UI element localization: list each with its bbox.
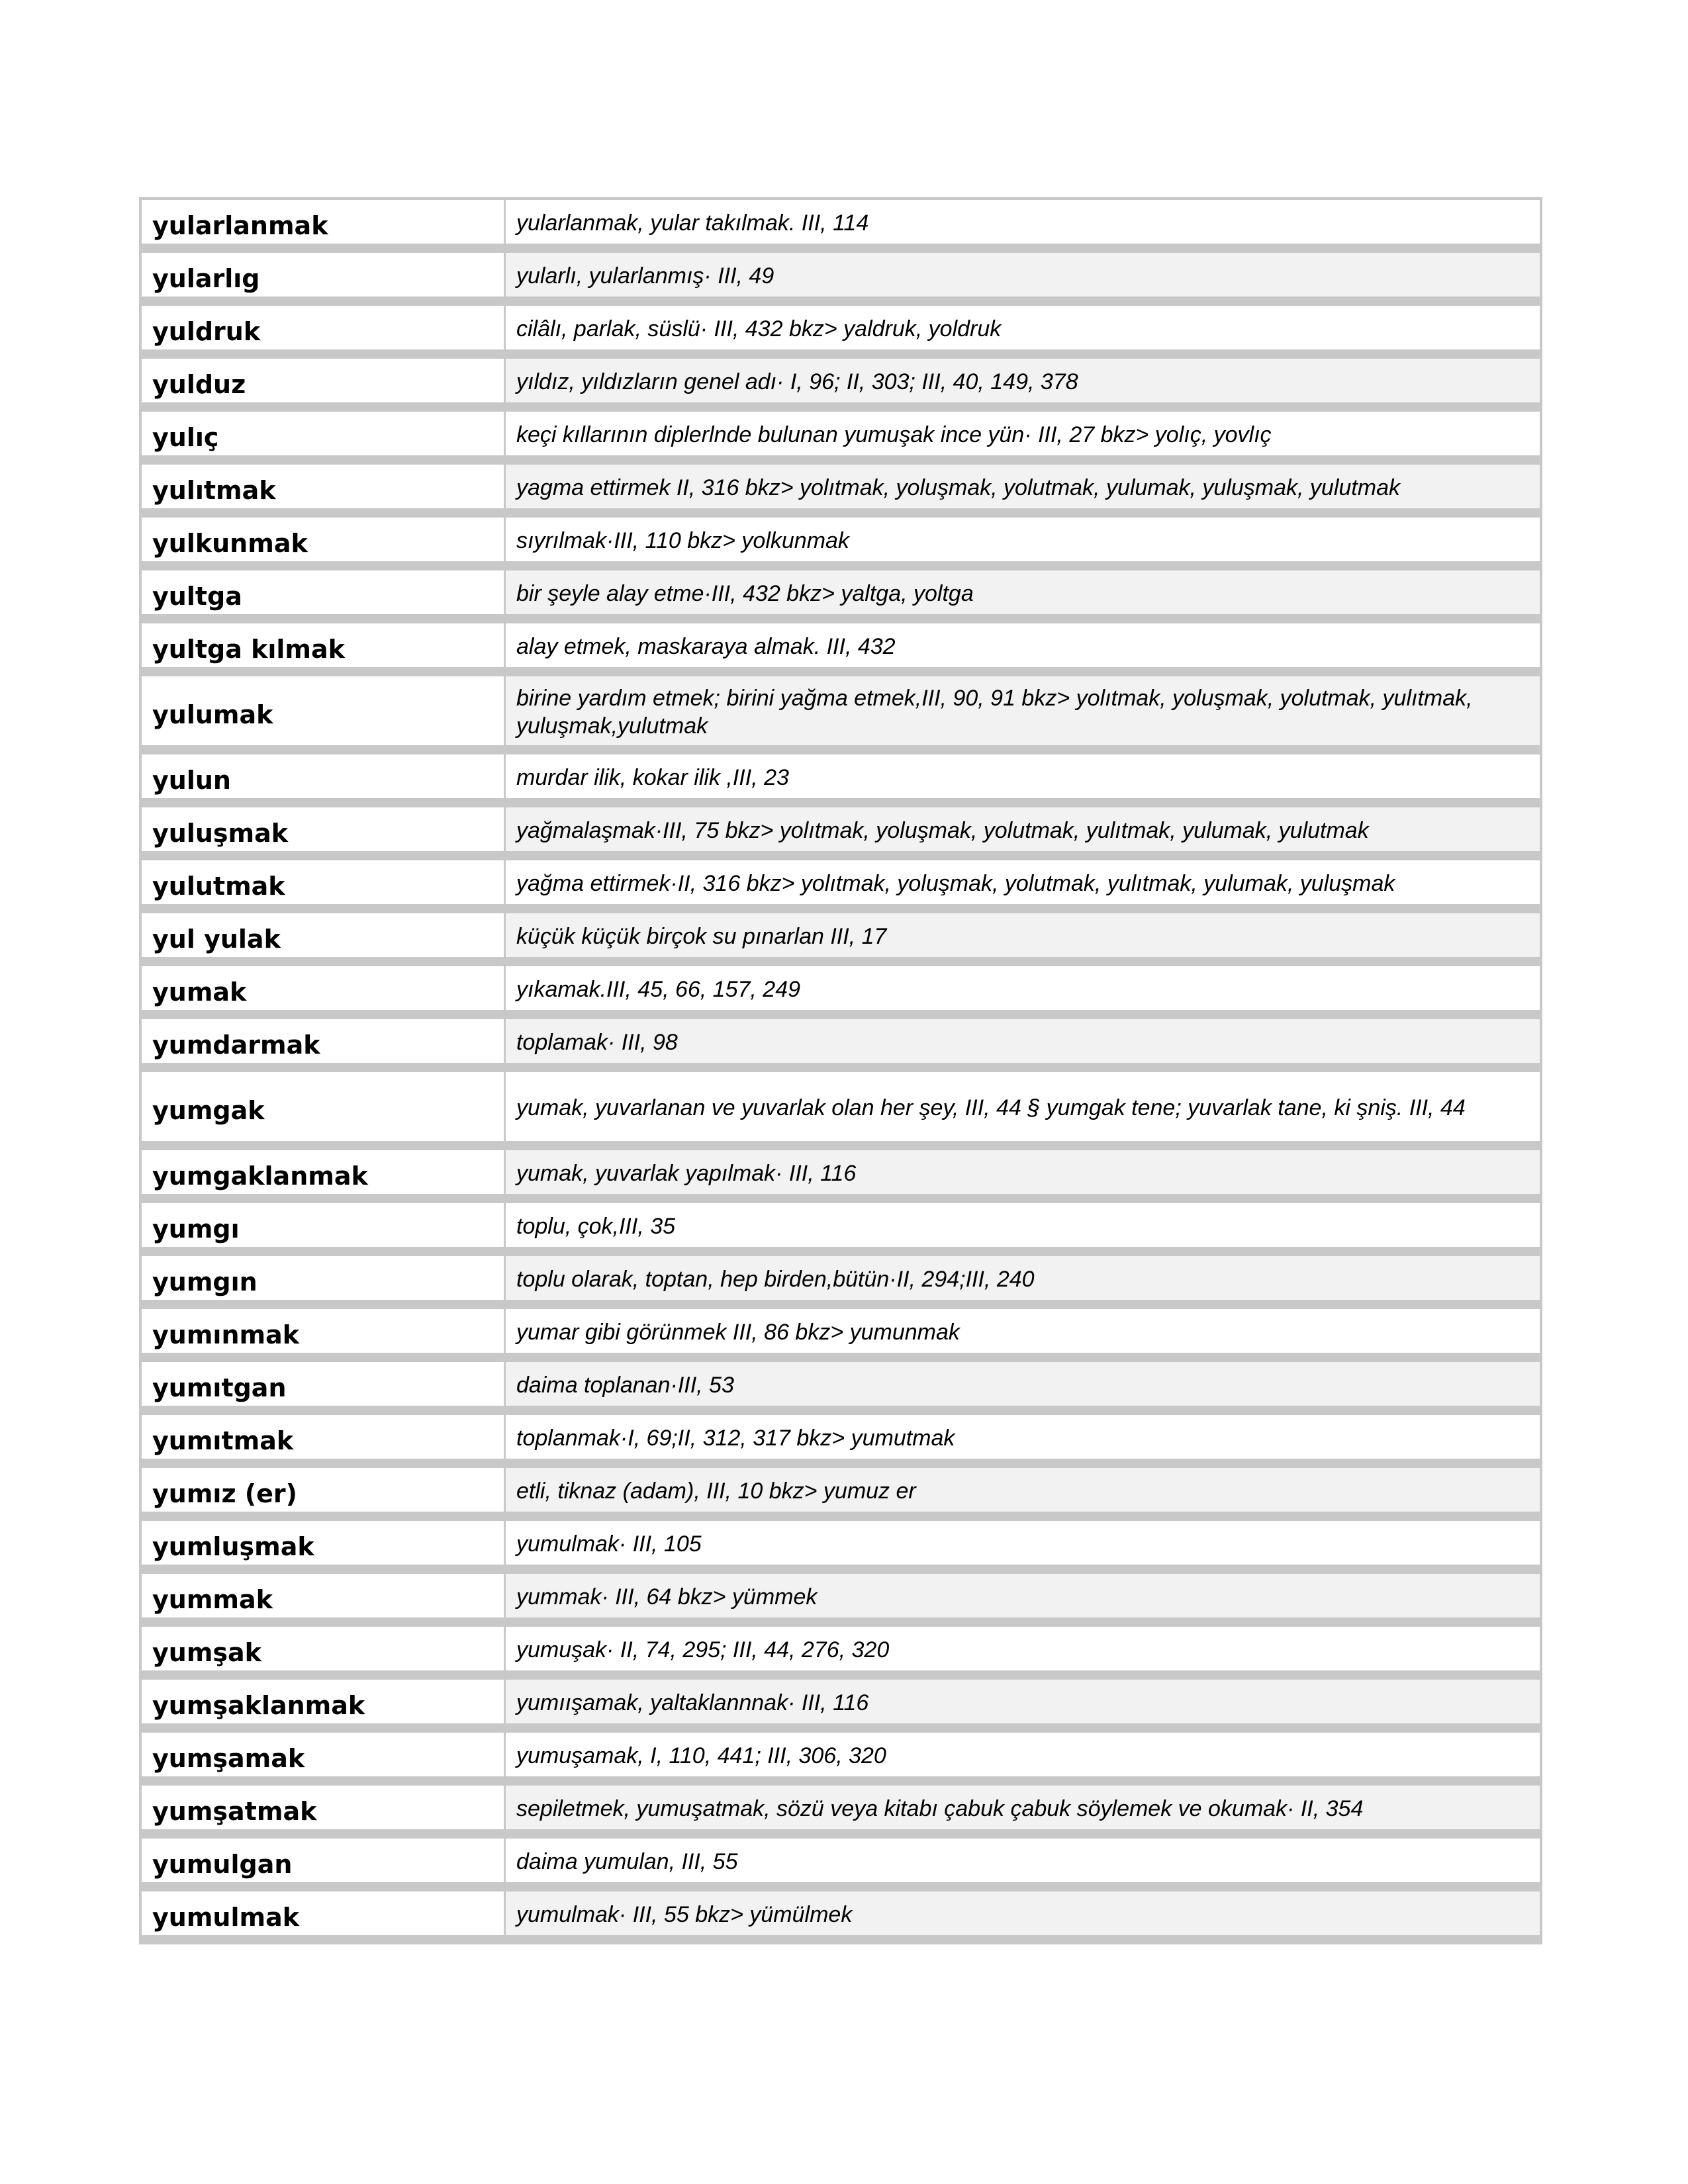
entry-definition: yumıışamak, yaltaklannnak· III, 116 — [506, 1680, 1540, 1723]
table-row — [142, 465, 1540, 518]
entry-definition: murdar ilik, kokar ilik ,III, 23 — [516, 765, 789, 790]
table-row — [142, 518, 1540, 570]
entry-definition: daima toplanan·III, 53 — [506, 1362, 1540, 1406]
entry-term: yulumak — [142, 676, 506, 745]
table-row — [142, 1415, 1540, 1468]
entry-definition: toplamak· III, 98 — [506, 1019, 1540, 1063]
entry-term: yumak — [142, 966, 506, 1010]
table-row — [142, 676, 1540, 754]
entry-definition: yumulmak· III, 55 bkz> yümülmek — [506, 1891, 1540, 1935]
table-row — [142, 570, 1540, 623]
table-row — [142, 1839, 1540, 1891]
entry-definition: bir şeyle alay etme·III, 432 bkz> yaltga, yoltga — [506, 570, 1540, 614]
entry-term: yulutmak — [142, 860, 506, 904]
table-row — [142, 359, 1540, 412]
entry-term: yumıtgan — [142, 1362, 506, 1406]
entry-term: yumşaklanmak — [142, 1680, 506, 1723]
entry-definition: sepiletmek, yumuşatmak, sözü veya kitabı çabuk çabuk söylemek ve okumak· II, 354 — [506, 1786, 1540, 1829]
entry-term: yummak — [142, 1574, 506, 1617]
entry-term: yulıtmak — [142, 465, 506, 508]
entry-definition: yularlı, yularlanmış· III, 49 — [506, 253, 1540, 296]
table-row — [142, 1150, 1540, 1203]
entry-definition: toplanmak·I, 69;II, 312, 317 bkz> yumutmak — [516, 1426, 955, 1451]
entry-term: yuluşmak — [142, 807, 506, 851]
entry-definition: birine yardım etmek; birini yağma etmek,III, 90, 91 bkz> yolıtmak, yoluşmak, yolutmak, yulıtmak, yuluşmak,yulutmak — [506, 676, 1540, 745]
entry-term: yumdarmak — [142, 1019, 506, 1063]
table-row — [142, 1680, 1540, 1733]
table-row — [142, 1891, 1540, 1935]
entry-term: yumgı — [142, 1203, 506, 1247]
entry-definition: keçi kıllarının diplerlnde bulunan yumuşak ince yün· III, 27 bkz> yolıç, yovlıç — [516, 422, 1272, 447]
entry-term: yulkunmak — [142, 518, 506, 561]
entry-term: yul yulak — [142, 913, 506, 957]
entry-term: yulıç — [142, 412, 506, 455]
entry-definition: yıldız, yıldızların genel adı· I, 96; II, 303; III, 40, 149, 378 — [506, 359, 1540, 402]
dictionary-table — [139, 197, 1542, 1944]
entry-term: yumşak — [142, 1627, 506, 1670]
entry-term: yumulgan — [142, 1839, 506, 1882]
entry-definition: daima yumulan, III, 55 — [516, 1849, 738, 1874]
table-row — [142, 1733, 1540, 1786]
entry-term: yuldruk — [142, 306, 506, 349]
table-row — [142, 913, 1540, 966]
entry-definition: yumuşamak, I, 110, 441; III, 306, 320 — [516, 1743, 886, 1768]
entry-definition: toplu, çok,III, 35 — [516, 1214, 676, 1239]
table-row — [142, 1627, 1540, 1680]
entry-definition: cilâlı, parlak, süslü· III, 432 bkz> yaldruk, yoldruk — [516, 316, 1002, 341]
table-row — [142, 1574, 1540, 1627]
table-row — [142, 807, 1540, 860]
entry-term: yultga kılmak — [142, 623, 506, 667]
entry-term: yumgın — [142, 1256, 506, 1300]
table-row — [142, 1786, 1540, 1839]
table-row — [142, 623, 1540, 676]
entry-term: yularlıg — [142, 253, 506, 296]
entry-definition: yummak· III, 64 bkz> yümmek — [506, 1574, 1540, 1617]
entry-term: yumluşmak — [142, 1521, 506, 1565]
table-row — [142, 754, 1540, 807]
entry-term: yularlanmak — [142, 200, 506, 244]
table-row — [142, 200, 1540, 253]
table-row — [142, 306, 1540, 359]
entry-term: yumşatmak — [142, 1786, 506, 1829]
entry-definition: sıyrılmak·III, 110 bkz> yolkunmak — [516, 528, 849, 553]
entry-term: yumız (er) — [142, 1468, 506, 1512]
entry-term: yulun — [142, 754, 506, 798]
table-row — [142, 1309, 1540, 1362]
entry-term: yumgaklanmak — [142, 1150, 506, 1194]
entry-term: yumgak — [142, 1072, 506, 1141]
entry-definition: toplu olarak, toptan, hep birden,bütün·II, 294;III, 240 — [506, 1256, 1540, 1300]
entry-definition: yumulmak· III, 105 — [516, 1531, 702, 1557]
entry-term: yumıtmak — [142, 1415, 506, 1459]
table-row — [142, 1019, 1540, 1072]
entry-definition: alay etmek, maskaraya almak. III, 432 — [516, 634, 896, 659]
table-row — [142, 860, 1540, 913]
entry-definition: etli, tiknaz (adam), III, 10 bkz> yumuz er — [506, 1468, 1540, 1512]
entry-definition: küçük küçük birçok su pınarlan III, 17 — [506, 913, 1540, 957]
table-row — [142, 253, 1540, 306]
table-row — [142, 1468, 1540, 1521]
entry-definition: yağmalaşmak·III, 75 bkz> yolıtmak, yoluşmak, yolutmak, yulıtmak, yulumak, yulutmak — [506, 807, 1540, 851]
entry-term: yumulmak — [142, 1891, 506, 1935]
table-row — [142, 1362, 1540, 1415]
entry-definition: yumar gibi görünmek III, 86 bkz> yumunmak — [516, 1320, 960, 1345]
table-row — [142, 1072, 1540, 1150]
entry-term: yumşamak — [142, 1733, 506, 1776]
entry-definition: yağma ettirmek·II, 316 bkz> yolıtmak, yoluşmak, yolutmak, yulıtmak, yulumak, yuluşmak — [516, 871, 1395, 896]
table-row — [142, 966, 1540, 1019]
entry-definition: yumak, yuvarlak yapılmak· III, 116 — [506, 1150, 1540, 1194]
entry-definition: yıkamak.III, 45, 66, 157, 249 — [516, 977, 801, 1002]
table-row — [142, 1256, 1540, 1309]
entry-term: yultga — [142, 570, 506, 614]
entry-definition: yularlanmak, yular takılmak. III, 114 — [516, 210, 869, 236]
table-row — [142, 1521, 1540, 1574]
entry-term: yulduz — [142, 359, 506, 402]
entry-definition: yumuşak· II, 74, 295; III, 44, 276, 320 — [516, 1637, 890, 1662]
entry-term: yumınmak — [142, 1309, 506, 1353]
table-row — [142, 1203, 1540, 1256]
entry-definition: yumak, yuvarlanan ve yuvarlak olan her şey, III, 44 § yumgak tene; yuvarlak tane, ki şniş. III, 44 — [516, 1095, 1466, 1120]
table-row — [142, 412, 1540, 465]
entry-definition: yagma ettirmek II, 316 bkz> yolıtmak, yoluşmak, yolutmak, yulumak, yuluşmak, yulutmak — [506, 465, 1540, 508]
